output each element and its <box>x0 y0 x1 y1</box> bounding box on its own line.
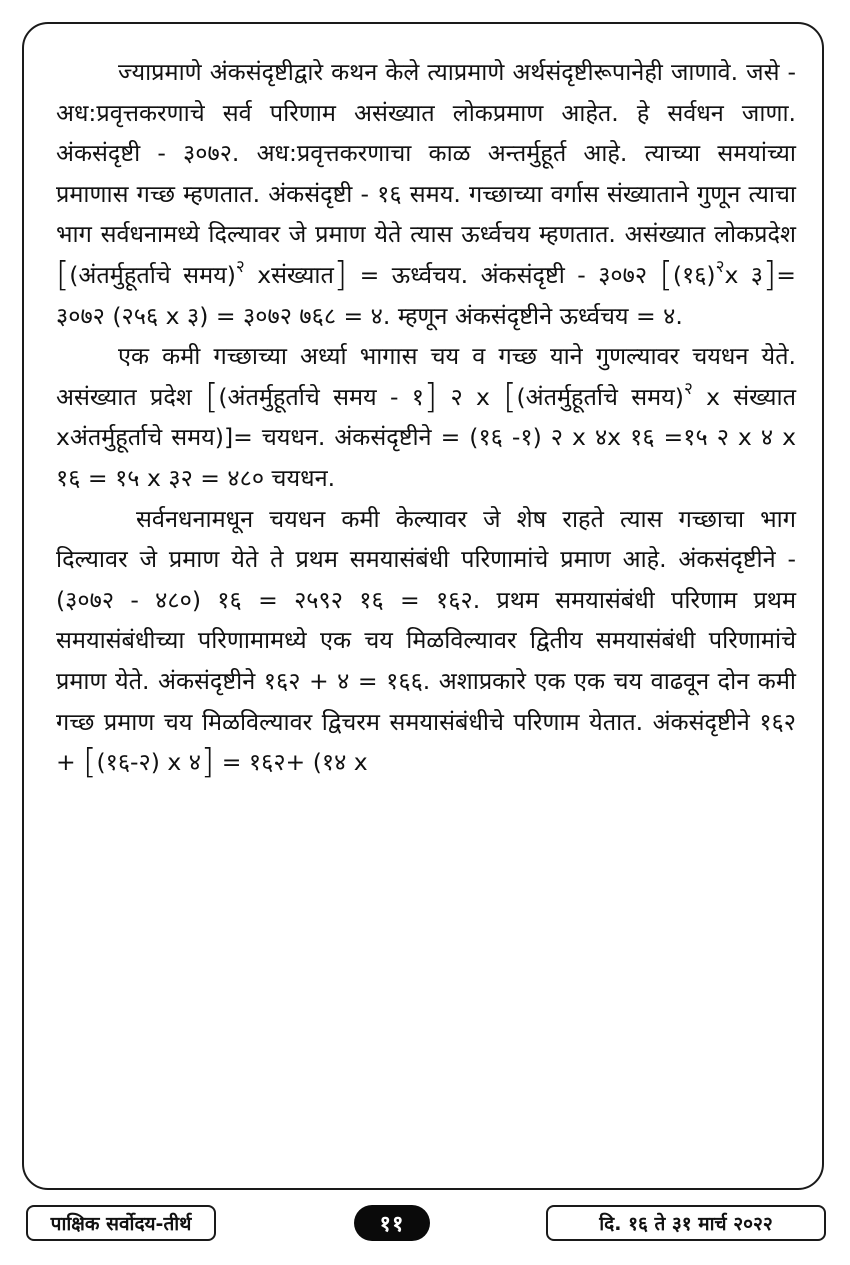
text-segment: (अंतर्मुहूर्ताचे समय - १ <box>218 382 424 411</box>
text-segment: सर्वनधनामधून चयधन कमी केल्यावर जे शेष राहते त्यास गच्छाचा भाग दिल्यावर जे प्रमाण येते ते प्रथम समयासंबंधी परिणामांचे प्रमाण आहे. अंकसंदृष्टीने - (३०७२ - ४८०) १६ = २५९२ १६ = १६२. प्रथम समयासंबंधी परिणाम प्रथम समयासंबंधीच्या परिणामामध्ये एक चय मिळविल्यावर द्वितीय समयासंबंधी परिणामांचे प्रमाण येते. अंकसंदृष्टीने १६२ + ४ = १६६. अशाप्रकारे एक एक चय वाढवून दोन कमी गच्छ प्रमाण चय मिळविल्यावर द्विचरम समयासंबंधीचे परिणाम येतात. अंकसंदृष्टीने १६२ + <box>56 504 796 777</box>
article-body <box>56 52 796 783</box>
bracket-glyph: [ <box>503 376 517 417</box>
superscript-exponent: २ <box>715 256 725 277</box>
bracket-glyph: [ <box>659 254 673 295</box>
bracket-glyph: [ <box>56 254 70 295</box>
bracket-glyph: ] <box>333 254 348 295</box>
paragraph-1 <box>56 52 796 336</box>
bracket-glyph: ] <box>200 742 215 783</box>
bracket-glyph: ] <box>423 376 438 417</box>
issue-date: दि. १६ ते ३१ मार्च २०२२ <box>546 1205 826 1241</box>
text-segment: x ३ <box>724 260 764 289</box>
text-segment: एक कमी गच्छाच्या अर्ध्या भागास चय व गच्छ याने गुणल्यावर चयधन येते. असंख्यात प्रदेश <box>56 342 796 411</box>
publication-name: पाक्षिक सर्वोदय-तीर्थ <box>26 1205 216 1241</box>
text-segment: = १६२+ (१४ x <box>214 748 368 777</box>
bracket-glyph: ] <box>763 254 777 295</box>
text-segment: x संख्यात xअंतर्मुहूर्ताचे समय)]= चयधन. अंकसंदृष्टीने = (१६ -१) २ x ४x १६ =१५ २ x ४ x १६ = १५ x ३२ = ४८० चयधन. <box>56 382 796 492</box>
text-segment: = ३०७२ (२५६ x ३) = ३०७२ ७६८ = ४. म्हणून अंकसंदृष्टीने ऊर्ध्वचय = ४. <box>56 260 796 330</box>
text-segment: = ऊर्ध्वचय. अंकसंदृष्टी - ३०७२ <box>347 260 660 289</box>
bracket-glyph: [ <box>83 742 97 783</box>
text-segment: xसंख्यात <box>244 260 334 289</box>
superscript-exponent: २ <box>683 378 693 399</box>
text-segment: (१६) <box>672 260 716 289</box>
page-number: ११ <box>354 1205 430 1241</box>
paragraph-2 <box>56 336 796 498</box>
bracket-glyph: [ <box>205 376 219 417</box>
paragraph-3 <box>56 499 796 783</box>
text-segment: २ x <box>437 382 504 411</box>
text-segment: (१६-२) x ४ <box>96 748 201 777</box>
text-segment: (अंतर्मुहूर्ताचे समय) <box>69 260 236 289</box>
text-segment: ज्याप्रमाणे अंकसंदृष्टीद्वारे कथन केले त्याप्रमाणे अर्थसंदृष्टीरूपानेही जाणावे. जसे - अध:प्रवृत्तकरणाचे सर्व परिणाम असंख्यात लोकप्रमाण आहेत. हे सर्वधन जाणा. अंकसंदृष्टी - ३०७२. अध:प्रवृत्तकरणाचा काळ अन्तर्मुहूर्त आहे. त्याच्या समयांच्या प्रमाणास गच्छ म्हणतात. अंकसंदृष्टी - १६ समय. गच्छाच्या वर्गास संख्याताने गुणून त्याचा भाग सर्वधनामध्ये दिल्यावर जे प्रमाण येते त्यास ऊर्ध्वचय म्हणतात. असंख्यात लोकप्रदेश <box>56 58 796 249</box>
superscript-exponent: २ <box>235 256 245 277</box>
text-segment: (अंतर्मुहूर्ताचे समय) <box>516 382 684 411</box>
